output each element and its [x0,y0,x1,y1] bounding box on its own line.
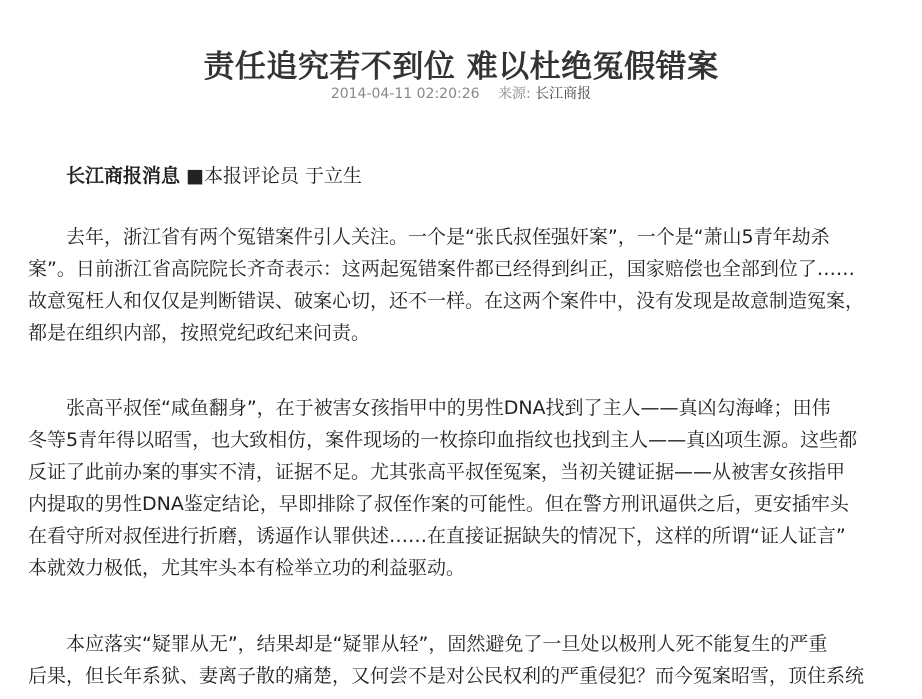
publish-time: 2014-04-11 02:20:26 [330,86,480,102]
source-name: 长江商报 [535,86,592,102]
paragraph-line: 都是在组织内部，按照党纪政纪来问责。 [28,322,371,344]
article-byline [66,162,362,190]
paragraph-line: 去年，浙江省有两个冤错案件引人关注。一个是“张氏叔侄强奸案”，一个是“萧山5青年劫杀 [66,226,830,248]
paragraph-line: 本应落实“疑罪从无”，结果却是“疑罪从轻”，固然避免了一旦处以极刑人死不能复生的严重 [66,633,828,655]
paragraph-line: 反证了此前办案的事实不清，证据不足。尤其张高平叔侄冤案，当初关键证据——从被害女孩指甲 [28,461,846,483]
paragraph-line: 在看守所对叔侄进行折磨，诱逼作认罪供述……在直接证据缺失的情况下，这样的所谓“证人证言” [28,525,846,547]
paragraph-line: 张高平叔侄“咸鱼翻身”，在于被害女孩指甲中的男性DNA找到了主人——真凶勾海峰；田伟 [66,397,831,419]
paragraph-line: 故意冤枉人和仅仅是判断错误、破案心切，还不一样。在这两个案件中，没有发现是故意制造冤案， [28,290,865,312]
paragraph-line: 内提取的男性DNA鉴定结论，早即排除了叔侄作案的可能性。但在警方刑讯逼供之后，更安插牢头 [28,493,849,515]
paragraph-1 [28,221,908,349]
paragraph-line: 本就效力极低，尤其牢头本有检举立功的利益驱动。 [28,557,466,579]
paragraph-line: 案”。日前浙江省高院院长齐奇表示：这两起冤错案件都已经得到纠正，国家赔偿也全部到位了…… [28,258,855,280]
paragraph-3 [28,628,908,692]
byline-author: ■本报评论员 于立生 [186,165,363,187]
byline-source: 长江商报消息 [66,165,181,187]
article-meta [0,84,922,104]
paragraph-2 [28,392,908,584]
paragraph-line: 冬等5青年得以昭雪，也大致相仿，案件现场的一枚捺印血指纹也找到主人——真凶项生源。这些都 [28,429,858,451]
paragraph-line: 后果，但长年系狱、妻离子散的痛楚，又何尝不是对公民权利的严重侵犯？而今冤案昭雪，顶住系统 [28,665,865,687]
source-label: 来源: [497,86,531,102]
article-title: 责任追究若不到位 难以杜绝冤假错案 [203,48,719,85]
